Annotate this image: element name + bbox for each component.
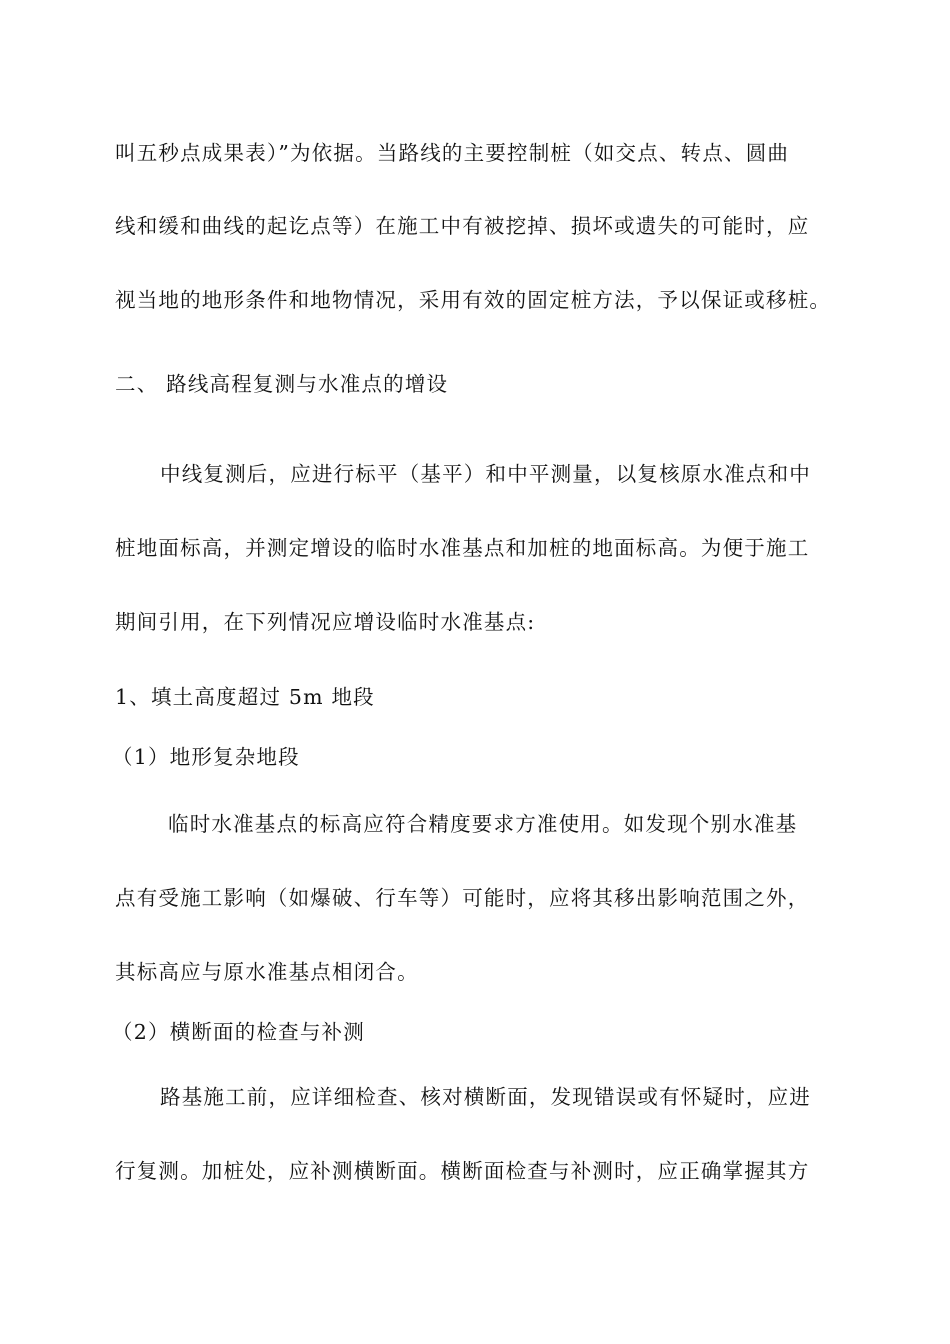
paragraph-line: 线和缓和曲线的起讫点等）在施工中有被挖掉、损坏或遗失的可能时，应 — [115, 214, 810, 238]
paragraph-line: 路基施工前，应详细检查、核对横断面，发现错误或有怀疑时，应进 — [160, 1085, 811, 1109]
sub-item-heading: （1）地形复杂地段 — [112, 745, 300, 769]
section-heading: 二、 路线高程复测与水准点的增设 — [115, 372, 449, 396]
paragraph-line: 其标高应与原水准基点相闭合。 — [115, 960, 419, 984]
paragraph-line: 桩地面标高，并测定增设的临时水准基点和加桩的地面标高。为便于施工 — [115, 536, 810, 560]
list-item-heading: 1、填土高度超过 5m 地段 — [115, 685, 375, 709]
paragraph-line: 中线复测后，应进行标平（基平）和中平测量，以复核原水准点和中 — [160, 462, 811, 486]
paragraph-line: 点有受施工影响（如爆破、行车等）可能时，应将其移出影响范围之外， — [115, 886, 810, 910]
paragraph-line: 叫五秒点成果表）”为依据。当路线的主要控制桩（如交点、转点、圆曲 — [115, 141, 790, 165]
paragraph-line: 期间引用，在下列情况应增设临时水准基点: — [115, 610, 536, 634]
paragraph-line: 视当地的地形条件和地物情况，采用有效的固定桩方法，予以保证或移桩。 — [115, 288, 832, 312]
sub-item-heading: （2）横断面的检查与补测 — [112, 1020, 365, 1044]
paragraph-line: 行复测。加桩处，应补测横断面。横断面检查与补测时，应正确掌握其方 — [115, 1159, 810, 1183]
paragraph-line: 临时水准基点的标高应符合精度要求方准使用。如发现个别水准基 — [168, 812, 798, 836]
